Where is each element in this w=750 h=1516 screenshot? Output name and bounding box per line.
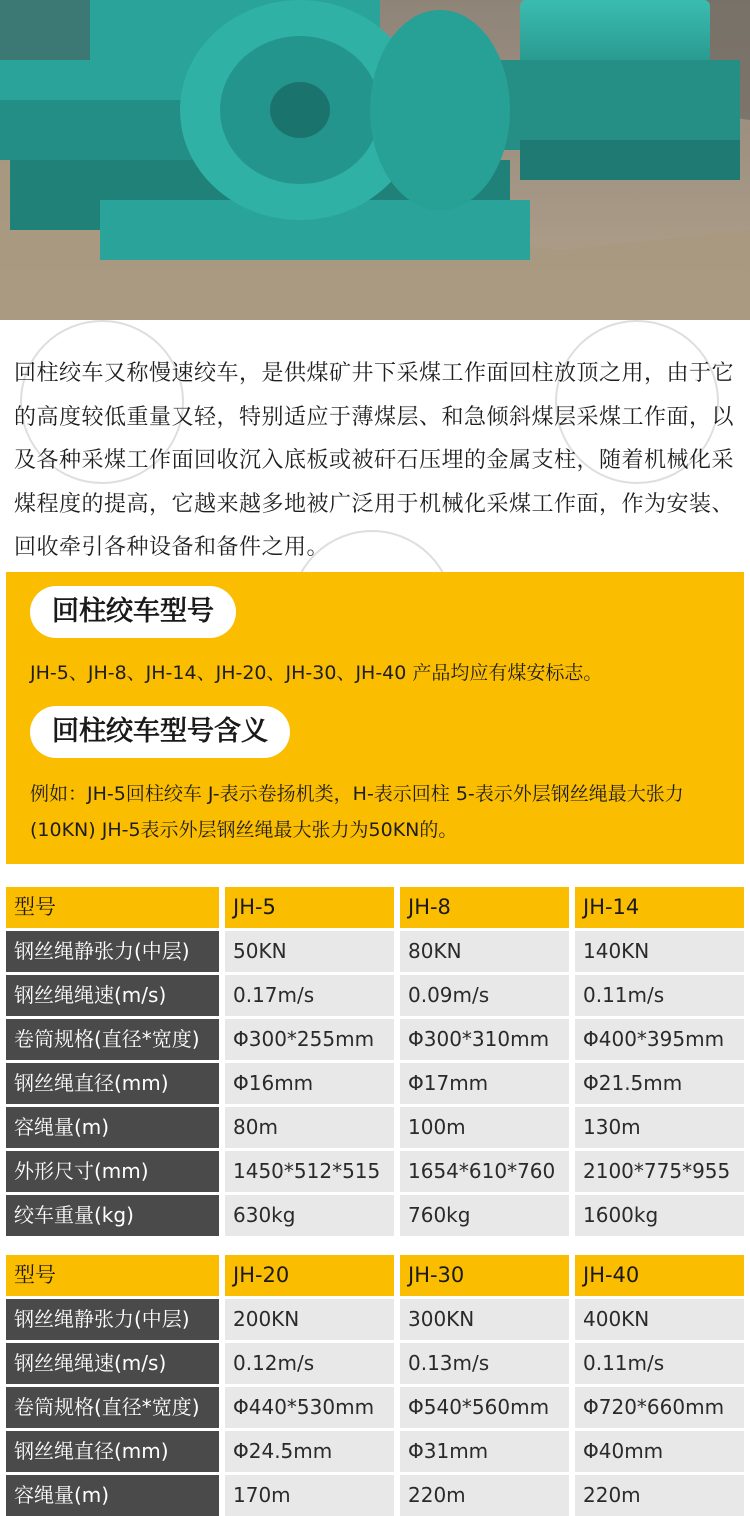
- row-label: 钢丝绳直径(mm): [6, 1063, 219, 1104]
- row-value: Φ17mm: [400, 1063, 569, 1104]
- row-label: 容绳量(m): [6, 1475, 219, 1516]
- row-value: 80KN: [400, 931, 569, 972]
- row-value: 760kg: [400, 1195, 569, 1236]
- header-cell: JH-30: [400, 1255, 569, 1296]
- row-value: 130m: [575, 1107, 744, 1148]
- row-value: 1600kg: [575, 1195, 744, 1236]
- row-label: 钢丝绳绳速(m/s): [6, 975, 219, 1016]
- hero-photo: [0, 0, 750, 320]
- row-label: 容绳量(m): [6, 1107, 219, 1148]
- section-title-meaning: 回柱绞车型号含义: [30, 706, 290, 758]
- table-row: [6, 1431, 744, 1472]
- row-value: 400KN: [575, 1299, 744, 1340]
- row-value: 0.12m/s: [225, 1343, 394, 1384]
- row-value: 0.17m/s: [225, 975, 394, 1016]
- row-value: Φ400*395mm: [575, 1019, 744, 1060]
- row-value: Φ720*660mm: [575, 1387, 744, 1428]
- row-label: 卷筒规格(直径*宽度): [6, 1387, 219, 1428]
- table-header: [6, 1255, 744, 1296]
- winch-illustration: [0, 0, 750, 320]
- row-value: Φ24.5mm: [225, 1431, 394, 1472]
- row-value: 170m: [225, 1475, 394, 1516]
- row-value: Φ440*530mm: [225, 1387, 394, 1428]
- row-value: 220m: [575, 1475, 744, 1516]
- row-value: 2100*775*955: [575, 1151, 744, 1192]
- row-label: 钢丝绳静张力(中层): [6, 931, 219, 972]
- row-value: Φ40mm: [575, 1431, 744, 1472]
- row-value: 1654*610*760: [400, 1151, 569, 1192]
- header-cell: JH-14: [575, 887, 744, 928]
- row-value: 630kg: [225, 1195, 394, 1236]
- row-value: 0.11m/s: [575, 1343, 744, 1384]
- header-cell: JH-5: [225, 887, 394, 928]
- table-row: [6, 1387, 744, 1428]
- row-value: 220m: [400, 1475, 569, 1516]
- row-value: 100m: [400, 1107, 569, 1148]
- header-cell: JH-40: [575, 1255, 744, 1296]
- row-value: 1450*512*515: [225, 1151, 394, 1192]
- table-row: [6, 1063, 744, 1104]
- table-row: [6, 1299, 744, 1340]
- header-cell: 型号: [6, 1255, 219, 1296]
- row-value: Φ300*255mm: [225, 1019, 394, 1060]
- row-label: 绞车重量(kg): [6, 1195, 219, 1236]
- row-value: Φ31mm: [400, 1431, 569, 1472]
- meaning-text: 例如：JH-5回柱绞车 J-表示卷扬机类，H-表示回柱 5-表示外层钢丝绳最大张力(10KN) JH-5表示外层钢丝绳最大张力为50KN的。: [30, 783, 684, 841]
- table-row: [6, 1475, 744, 1516]
- header-cell: JH-20: [225, 1255, 394, 1296]
- table-row: [6, 1107, 744, 1148]
- row-value: 0.09m/s: [400, 975, 569, 1016]
- row-label: 钢丝绳静张力(中层): [6, 1299, 219, 1340]
- row-value: 0.13m/s: [400, 1343, 569, 1384]
- table-row: [6, 975, 744, 1016]
- row-value: Φ540*560mm: [400, 1387, 569, 1428]
- row-value: 300KN: [400, 1299, 569, 1340]
- table-header: [6, 887, 744, 928]
- row-value: 0.11m/s: [575, 975, 744, 1016]
- row-label: 钢丝绳直径(mm): [6, 1431, 219, 1472]
- table-row: [6, 931, 744, 972]
- table-row: [6, 1151, 744, 1192]
- row-label: 外形尺寸(mm): [6, 1151, 219, 1192]
- row-value: Φ21.5mm: [575, 1063, 744, 1104]
- table-row: [6, 1019, 744, 1060]
- row-label: 钢丝绳绳速(m/s): [6, 1343, 219, 1384]
- row-label: 卷筒规格(直径*宽度): [6, 1019, 219, 1060]
- row-value: 80m: [225, 1107, 394, 1148]
- section-title-models: 回柱绞车型号: [30, 586, 236, 638]
- row-value: 50KN: [225, 931, 394, 972]
- row-value: 140KN: [575, 931, 744, 972]
- row-value: 200KN: [225, 1299, 394, 1340]
- header-cell: 型号: [6, 887, 219, 928]
- row-value: Φ300*310mm: [400, 1019, 569, 1060]
- header-cell: JH-8: [400, 887, 569, 928]
- table-row: [6, 1343, 744, 1384]
- models-text: JH-5、JH-8、JH-14、JH-20、JH-30、JH-40 产品均应有煤安标志。: [30, 662, 603, 684]
- intro-paragraph: 回柱绞车又称慢速绞车，是供煤矿井下采煤工作面回柱放顶之用，由于它的高度较低重量又轻，特别适应于薄煤层、和急倾斜煤层采煤工作面，以及各种采煤工作面回收沉入底板或被矸石压埋的金属支柱，随着机械化采煤程度的提高，它越来越多地被广泛用于机械化采煤工作面，作为安装、回收牵引各种设备和备件之用。: [14, 361, 735, 560]
- table-row: [6, 1195, 744, 1236]
- row-value: Φ16mm: [225, 1063, 394, 1104]
